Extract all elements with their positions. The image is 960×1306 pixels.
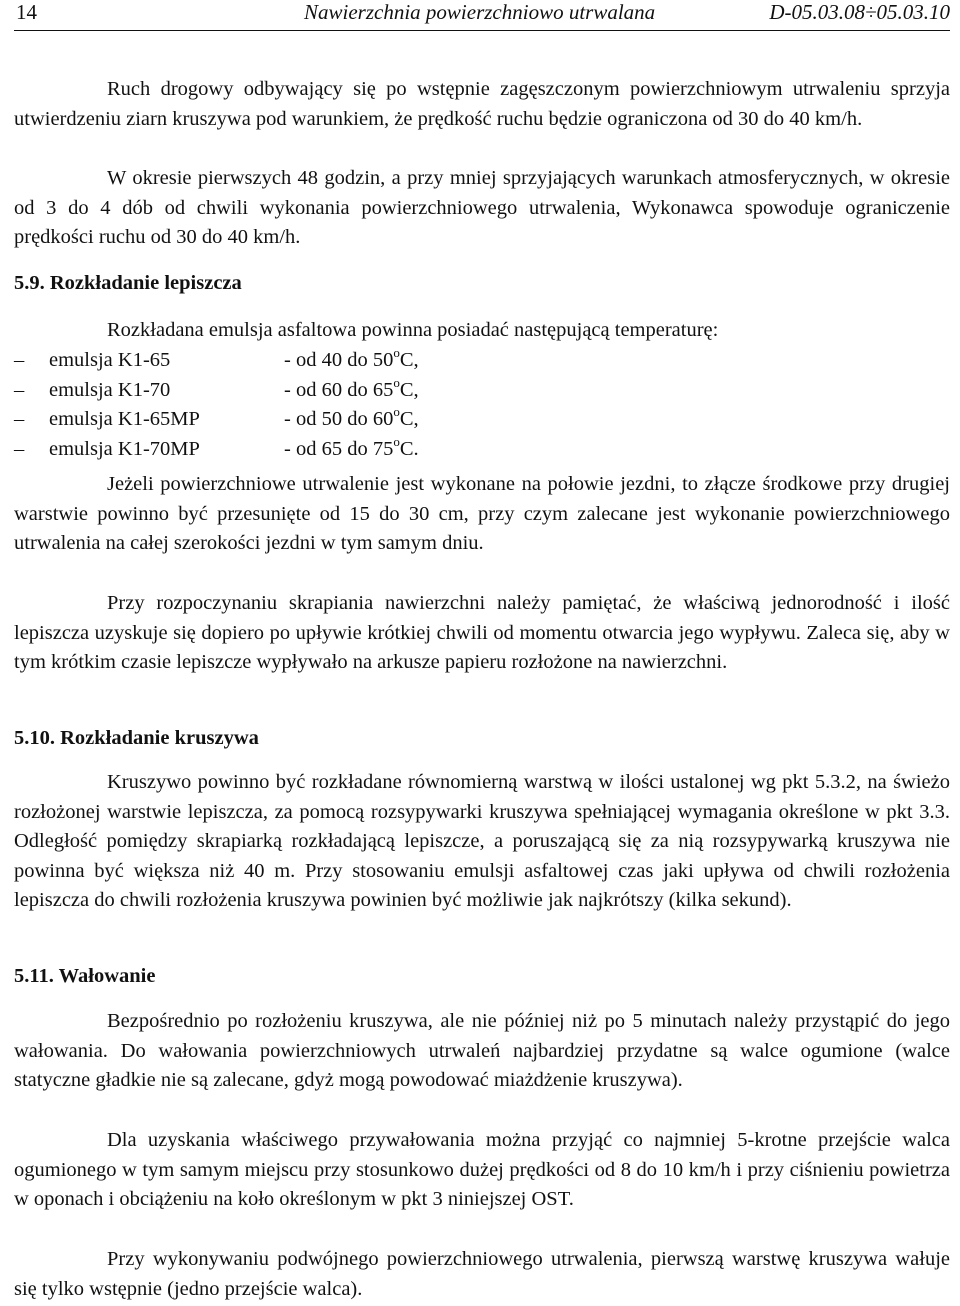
list-item bbox=[14, 405, 950, 435]
list-item bbox=[14, 376, 950, 406]
paragraph-double-layer bbox=[14, 1245, 950, 1304]
dash-bullet: – bbox=[14, 437, 25, 460]
section-heading: 5.9. Rozkładanie lepiszcza bbox=[14, 272, 242, 294]
temperature-range: - od 60 do 65$^o$C, bbox=[284, 374, 419, 401]
paragraph-text: Bezpośrednio po rozłożeniu kruszywa, ale nie później niż po 5 minutach należy przystąpić do jego wałowania. Do wałowania powierzchniowych utrwaleń najbardziej przydatne są walce ogumione (walce statyczne gładkie nie są zalecane, gdyż mogą powodować miażdżenie kruszywa). bbox=[14, 1010, 950, 1091]
page-header bbox=[14, 0, 950, 31]
list-intro-text: Rozkładana emulsja asfaltowa powinna posiadać następującą temperaturę: bbox=[107, 319, 719, 341]
emulsion-name: emulsja K1-70MP bbox=[49, 437, 200, 460]
temperature-range: - od 40 do 50$^o$C, bbox=[284, 345, 419, 371]
paragraph-text: Przy rozpoczynaniu skrapiania nawierzchni należy pamiętać, że właściwą jednorodność i ilość lepiszcza uzyskuje się dopiero po upływie krótkiej chwili od momentu otwarcia jego wypływu. Zaleca się, aby w tym krótkim czasie lepiszcze wypływało na arkusze papieru rozłożone na nawierzchni. bbox=[14, 592, 950, 673]
temperature-list-intro bbox=[14, 316, 950, 346]
section-5-10 bbox=[14, 724, 950, 754]
paragraph-text: Dla uzyskania właściwego przywałowania można przyjąć co najmniej 5-krotne przejście walca ogumionego w tym samym miejscu przy stosunkowo dużej prędkości od 8 do 10 km/h i przy ciśnieniu powietrza w oponach i obciążeniu na koło określonym w pkt 3 niniejszej OST. bbox=[14, 1129, 950, 1210]
paragraph-text: Jeżeli powierzchniowe utrwalenie jest wykonane na połowie jezdni, to złącze środkowe przy drugiej warstwie powinno być przesunięte od 15 do 30 cm, przy czym zalecane jest wykonanie powierzchniowego utrwalenia na całej szerokości jezdni w tym samym dniu. bbox=[14, 473, 950, 554]
paragraph-text: W okresie pierwszych 48 godzin, a przy mniej sprzyjających warunkach atmosferycznych, w okresie od 3 do 4 dób od chwili wykonania powierzchniowego utrwalenia, Wykonawca spowoduje ograniczenie prędkości ruchu od 30 do 40 km/h. bbox=[14, 167, 950, 248]
temperature-range: - od 65 do 75$^o$C. bbox=[284, 433, 419, 460]
paragraph-compaction bbox=[14, 1126, 950, 1215]
paragraph-aggregate bbox=[14, 768, 950, 916]
document-code: D-05.03.08÷05.03.10 bbox=[769, 0, 950, 24]
paragraph-text: Kruszywo powinno być rozkładane równomierną warstwą w ilości ustalonej wg pkt 5.3.2, na świeżo rozłożonej warstwie lepiszcza, za pomocą rozsypywarki kruszywa spełniającej wymagania określone w pkt 3.3. Odległość pomiędzy skrapiarką rozkładającą lepiszcze, a poruszającą się za nią rozsypywarką kruszywa nie powinna być większa niż 40 m. Przy stosowaniu emulsji asfaltowej czas jaki upływa od chwili rozłożenia lepiszcza do chwili rozłożenia kruszywa powinien być możliwie jak najkrótszy (kilka sekund). bbox=[14, 771, 950, 911]
list-item bbox=[14, 435, 950, 465]
emulsion-name: emulsja K1-70 bbox=[49, 378, 171, 401]
temperature-list bbox=[14, 346, 950, 464]
paragraph-traffic bbox=[14, 75, 950, 134]
temperature-range: - od 50 do 60$^o$C, bbox=[284, 404, 419, 430]
paragraph-48-hours bbox=[14, 164, 950, 253]
section-heading: 5.10. Rozkładanie kruszywa bbox=[14, 727, 259, 749]
emulsion-name: emulsja K1-65MP bbox=[49, 408, 200, 430]
dash-bullet: – bbox=[14, 378, 25, 401]
page-number: 14 bbox=[16, 0, 37, 24]
dash-bullet: – bbox=[14, 408, 25, 430]
paragraph-spraying bbox=[14, 589, 950, 678]
paragraph-text: Ruch drogowy odbywający się po wstępnie zagęszczonym powierzchniowym utrwaleniu sprzyja utwierdzeniu ziarn kruszywa pod warunkiem, że prędkość ruchu będzie ograniczona od 30 do 40 km/h. bbox=[14, 78, 950, 130]
paragraph-text: Przy wykonywaniu podwójnego powierzchniowego utrwalenia, pierwszą warstwę kruszywa wałuje się tylko wstępnie (jedno przejście walca). bbox=[14, 1248, 950, 1300]
section-5-9 bbox=[14, 269, 950, 299]
list-item bbox=[14, 346, 950, 376]
section-heading: 5.11. Wałowanie bbox=[14, 965, 156, 987]
section-5-11 bbox=[14, 962, 950, 992]
document-title: Nawierzchnia powierzchniowo utrwalana bbox=[304, 0, 656, 24]
emulsion-name: emulsja K1-65 bbox=[49, 349, 171, 371]
dash-bullet: – bbox=[14, 349, 25, 371]
paragraph-joint bbox=[14, 470, 950, 559]
paragraph-rolling bbox=[14, 1007, 950, 1096]
